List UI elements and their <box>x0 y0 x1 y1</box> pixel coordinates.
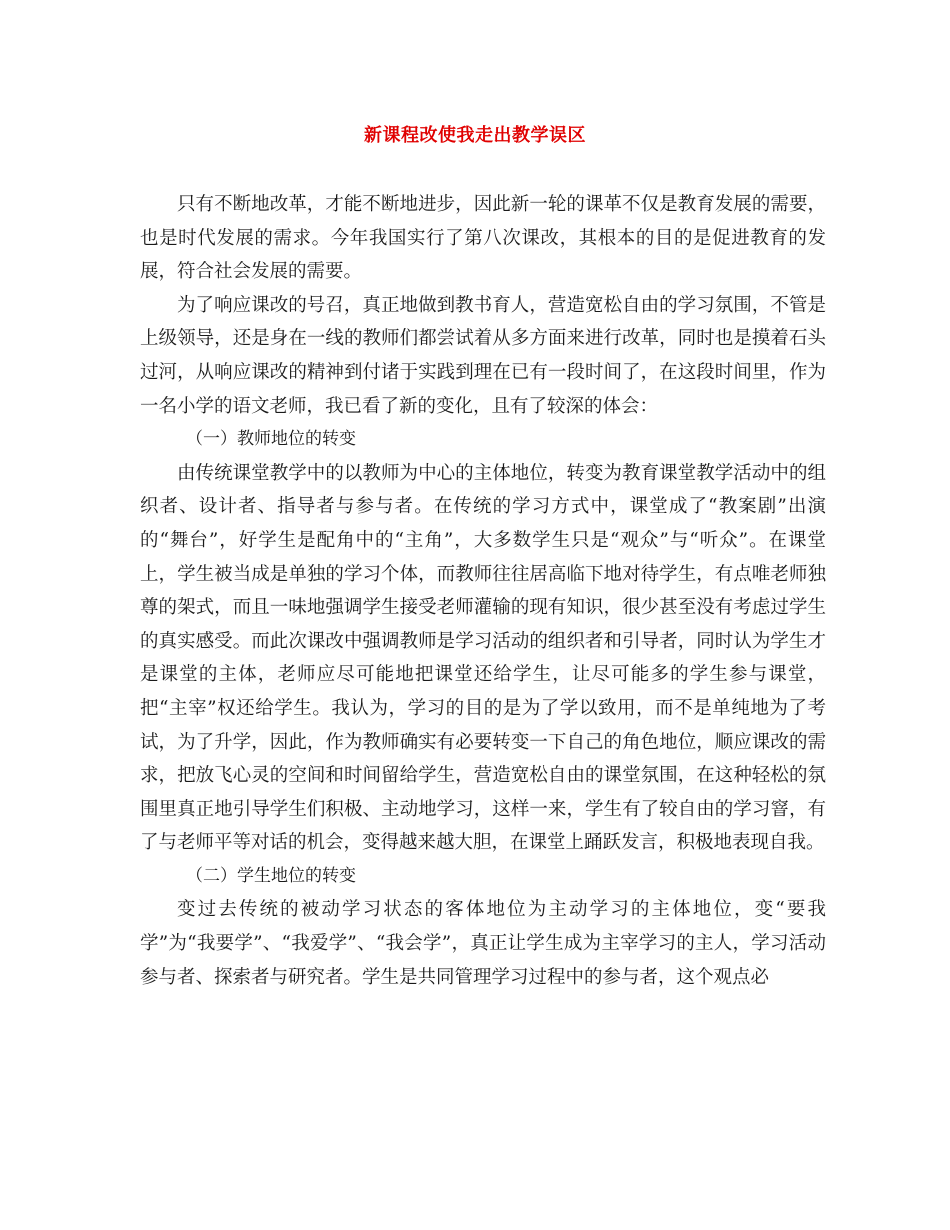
intro-paragraph-2: 为了响应课改的号召，真正地做到教书育人，营造宽松自由的学习氛围，不管是上级领导，还是身在一线的教师们都尝试着从多方面来进行改革，同时也是摸着石头过河，从响应课改的精神到付诸于实践到理在已有一段时间了，在这段时间里，作为一名小学的语文老师，我已看了新的变化，且有了较深的体会： <box>140 294 826 417</box>
section-body-student-role: 变过去传统的被动学习状态的客体地位为主动学习的主体地位，变“要我学”为“我要学”、“我爱学”、“我会学”，真正让学生成为主宰学习的主人，学习活动参与者、探索者与研究者。学生是共同管理学习过程中的参与者，这个观点必 <box>140 899 826 988</box>
section-heading-student-role: （二）学生地位的转变 <box>186 865 356 886</box>
section-heading-teacher-role: （一）教师地位的转变 <box>186 429 356 450</box>
document-body <box>140 188 826 994</box>
section-body-teacher-role: 由传统课堂教学中的以教师为中心的主体地位，转变为教育课堂教学活动中的组织者、设计者、指导者与参与者。在传统的学习方式中，课堂成了“教案剧”出演的“舞台”，好学生是配角中的“主角”，大多数学生只是“观众”与“听众”。在课堂上，学生被当成是单独的学习个体，而教师往往居高临下地对待学生，有点唯老师独尊的架式，而且一味地强调学生接受老师灌输的现有知识，很少甚至没有考虑过学生的真实感受。而此次课改中强调教师是学习活动的组织者和引导者，同时认为学生才是课堂的主体，老师应尽可能地把课堂还给学生，让尽可能多的学生参与课堂，把“主宰”权还给学生。我认为，学习的目的是为了学以致用，而不是单纯地为了考试，为了升学，因此，作为教师确实有必要转变一下自己的角色地位，顺应课改的需求，把放飞心灵的空间和时间留给学生，营造宽松自由的课堂氛围，在这种轻松的氛围里真正地引导学生们积极、主动地学习，这样一来，学生有了较自由的学习窨，有了与老师平等对话的机会，变得越来越大胆，在课堂上踊跃发言，积极地表现自我。 <box>140 462 826 854</box>
intro-paragraph-1: 只有不断地改革，才能不断地进步，因此新一轮的课革不仅是教育发展的需要，也是时代发展的需求。今年我国实行了第八次课改，其根本的目的是促进教育的发展，符合社会发展的需要。 <box>140 194 826 283</box>
document-title: 新课程改使我走出教学误区 <box>364 125 586 146</box>
